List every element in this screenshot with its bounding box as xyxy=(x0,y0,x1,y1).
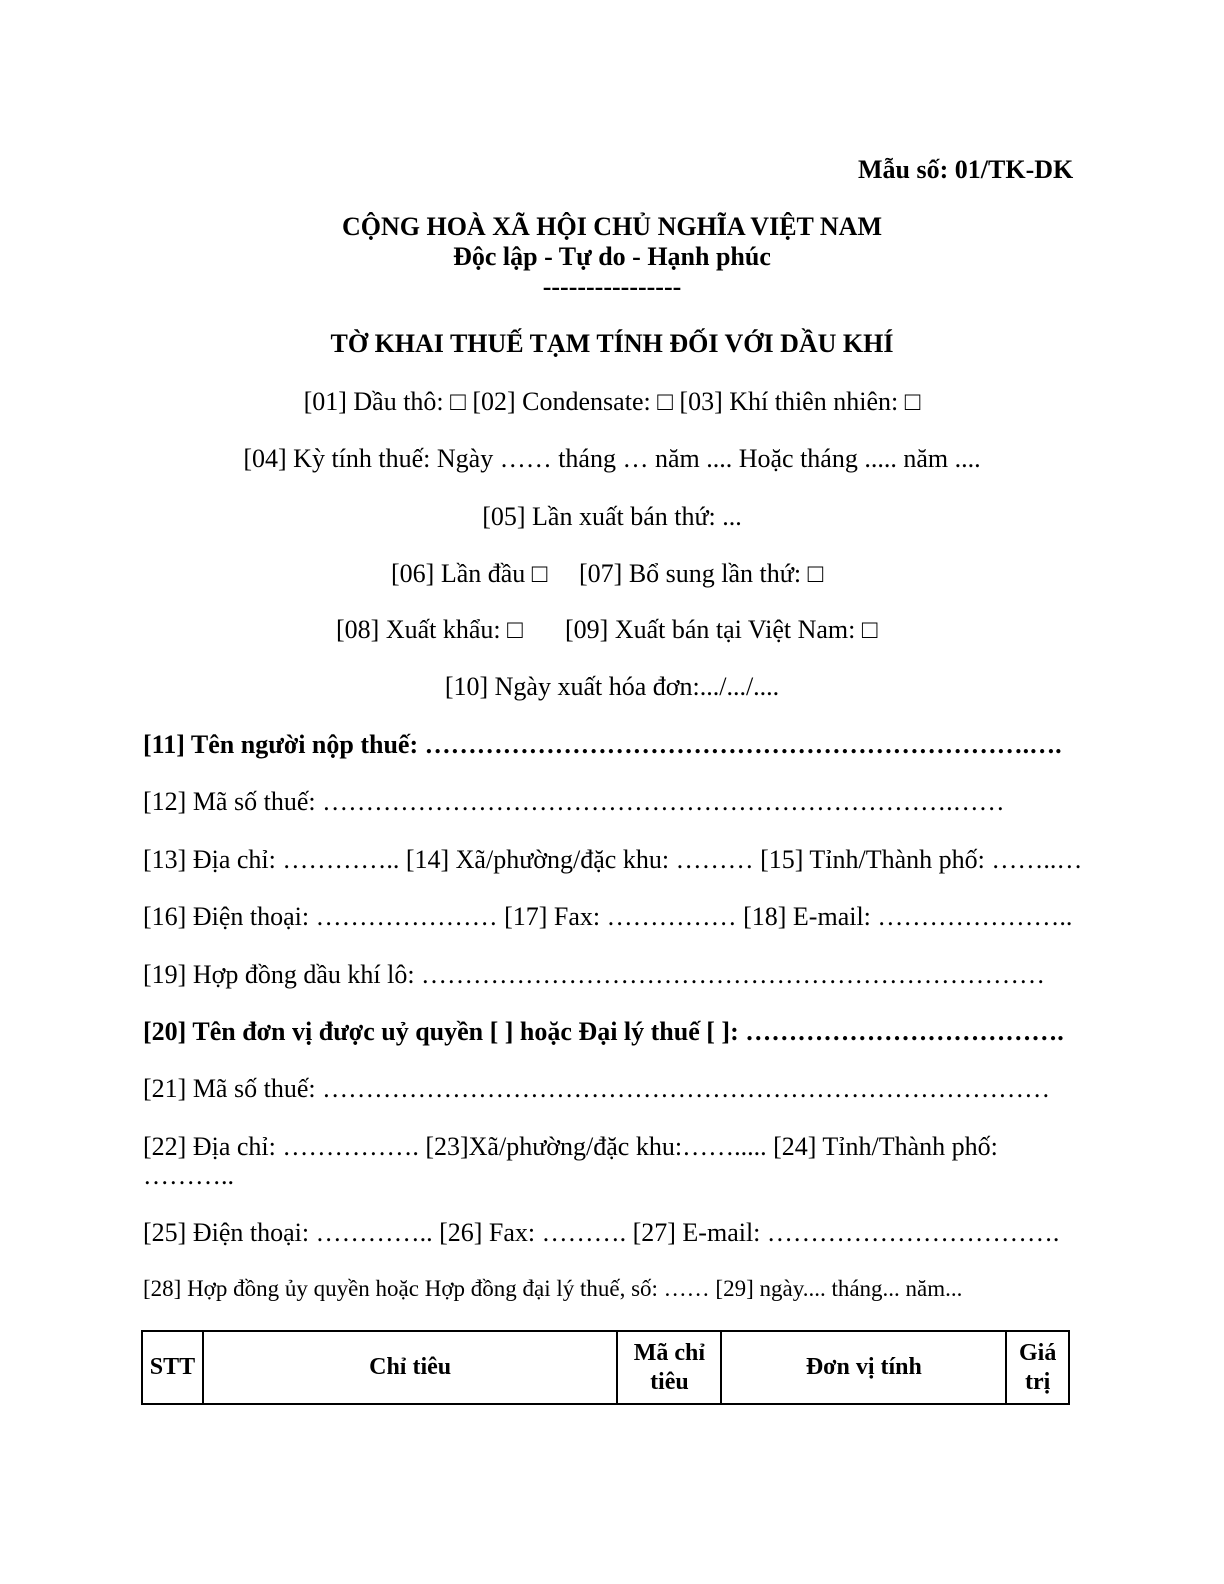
field-28-29-authorization-contract: [28] Hợp đồng ủy quyền hoặc Hợp đồng đại lý thuế, số: …… [29] ngày.... tháng... năm... xyxy=(143,1276,963,1301)
table-header-row xyxy=(142,1331,1069,1404)
field-12-tax-code: [12] Mã số thuế: ……………………………………………………………….…… xyxy=(143,787,1005,816)
col-stt: STT xyxy=(142,1331,203,1404)
field-11-taxpayer-name: [11] Tên người nộp thuế: …………………………………………………………….…. xyxy=(143,730,1062,759)
field-25-27-agent-contact: [25] Điện thoại: ………….. [26] Fax: ………. [27] E-mail: ……………………………. xyxy=(143,1218,1060,1247)
col-gia-tri: Giá trị xyxy=(1006,1331,1069,1404)
country-name: CỘNG HOÀ XÃ HỘI CHỦ NGHĨA VIỆT NAM xyxy=(341,212,883,241)
indicator-table-header xyxy=(141,1330,1070,1405)
field-10-invoice-date: [10] Ngày xuất hóa đơn:.../.../.... xyxy=(444,672,780,701)
field-04-tax-period: [04] Kỳ tính thuế: Ngày …… tháng … năm .... Hoặc tháng ..... năm .... xyxy=(243,444,981,473)
field-16-18-contact: [16] Điện thoại: ………………… [17] Fax: …………… [18] E-mail: ………………….. xyxy=(143,902,1073,931)
form-code: Mẫu số: 01/TK-DK xyxy=(858,155,1074,184)
field-05-sale-number: [05] Lần xuất bán thứ: ... xyxy=(482,502,742,531)
header-divider: ---------------- xyxy=(542,272,682,301)
field-06-first-time: [06] Lần đầu □ xyxy=(391,559,548,588)
field-08-export: [08] Xuất khẩu: □ xyxy=(336,615,523,644)
field-19-petroleum-contract: [19] Hợp đồng dầu khí lô: ……………………………………………………………… xyxy=(143,960,1046,989)
field-13-15-address: [13] Địa chỉ: ………….. [14] Xã/phường/đặc khu: ……… [15] Tỉnh/Thành phố: ……..… xyxy=(143,845,1083,874)
col-chi-tieu: Chỉ tiêu xyxy=(203,1331,618,1404)
field-07-supplement: [07] Bổ sung lần thứ: □ xyxy=(579,559,824,588)
field-22-24-continuation: ……….. xyxy=(143,1161,234,1190)
national-motto: Độc lập - Tự do - Hạnh phúc xyxy=(453,242,771,271)
field-22-24-agent-address: [22] Địa chỉ: ……………. [23]Xã/phường/đặc khu:……..... [24] Tỉnh/Thành phố: xyxy=(143,1132,998,1161)
form-title: TỜ KHAI THUẾ TẠM TÍNH ĐỐI VỚI DẦU KHÍ xyxy=(330,329,894,358)
field-01-03-product-types: [01] Dầu thô: □ [02] Condensate: □ [03] Khí thiên nhiên: □ xyxy=(303,387,921,416)
field-21-agent-tax-code: [21] Mã số thuế: ………………………………………………………………………… xyxy=(143,1074,1051,1103)
col-ma-chi-tieu: Mã chỉ tiêu xyxy=(617,1331,721,1404)
field-20-authorized-agent: [20] Tên đơn vị được uỷ quyền [ ] hoặc Đại lý thuế [ ]: ………………………………. xyxy=(143,1017,1064,1046)
field-09-domestic-sale: [09] Xuất bán tại Việt Nam: □ xyxy=(565,615,878,644)
col-don-vi-tinh: Đơn vị tính xyxy=(721,1331,1006,1404)
